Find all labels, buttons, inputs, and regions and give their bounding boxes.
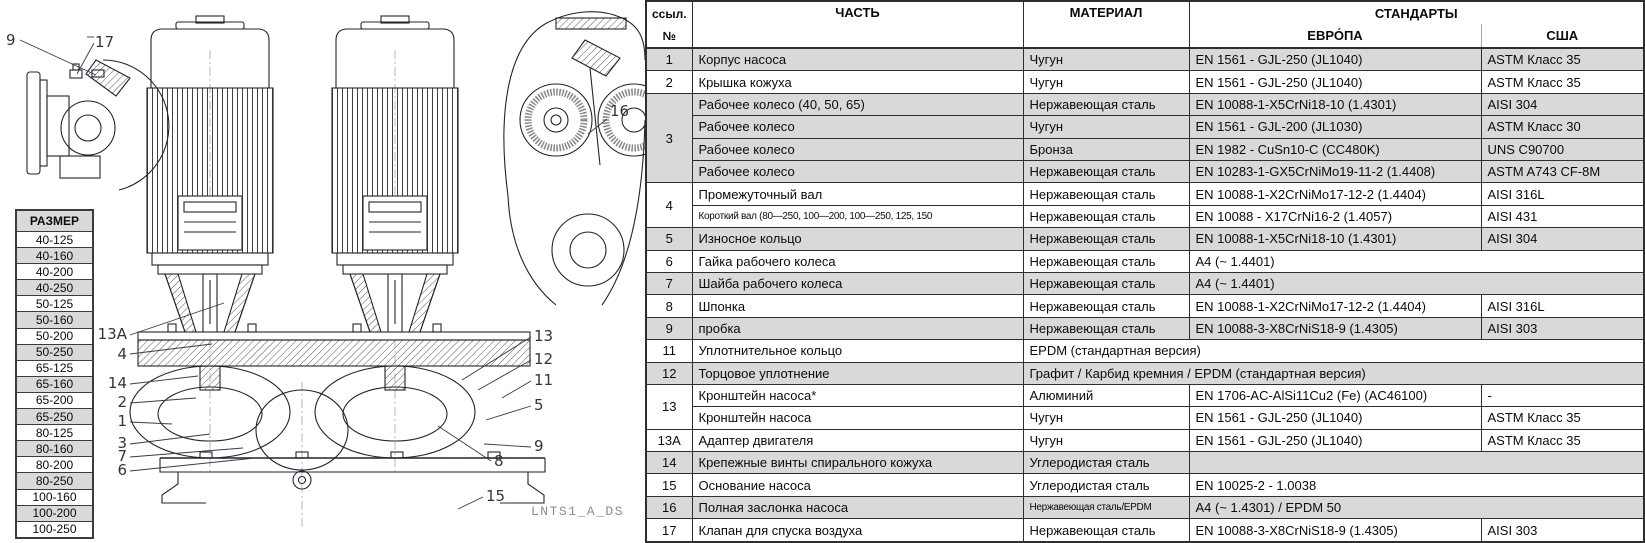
ref-cell: 2 [646,71,692,93]
parts-row [646,138,1644,160]
usa-cell: ASTM Класс 30 [1481,116,1644,138]
size-row [16,328,93,344]
europe-cell: EN 10088-1-X2CrNiMo17-12-2 (1.4404) [1189,295,1481,317]
callout-11: 11 [534,371,554,389]
europe-cell: EN 1982 - CuSn10-C (CC480K) [1189,138,1481,160]
ref-cell: 16 [646,496,692,518]
parts-row [646,116,1644,138]
europe-cell: EN 10025-2 - 1.0038 [1189,474,1644,496]
callout-13A: 13A [97,325,127,343]
parts-row [646,183,1644,205]
material-cell: Алюминий [1023,384,1189,406]
header-europe: ЕВРО́ПА [1189,24,1481,48]
size-row [16,360,93,376]
usa-cell: ASTM Класс 35 [1481,429,1644,451]
material-cell: EPDM (стандартная версия) [1023,340,1644,362]
parts-row [646,250,1644,272]
size-table [15,209,94,539]
parts-row [646,519,1644,542]
material-cell: Нержавеющая сталь [1023,519,1189,542]
europe-cell: EN 10088-1-X5CrNi18-10 (1.4301) [1189,228,1481,250]
part-cell: Рабочее колесо [692,116,1023,138]
size-cell: 80-250 [16,473,93,489]
ref-cell: 9 [646,317,692,339]
callout-7: 7 [117,447,127,465]
parts-row [646,362,1644,384]
size-row [16,264,93,280]
size-row [16,441,93,457]
material-cell: Нержавеющая сталь [1023,250,1189,272]
size-cell: 40-160 [16,248,93,264]
part-cell: Кронштейн насоса* [692,384,1023,406]
usa-cell: ASTM Класс 35 [1481,407,1644,429]
callout-9-inset: 9 [6,31,16,49]
part-cell: Гайка рабочего колеса [692,250,1023,272]
parts-row [646,317,1644,339]
material-cell: Нержавеющая сталь [1023,161,1189,183]
usa-cell: ASTM Класс 35 [1481,48,1644,71]
material-cell: Нержавеющая сталь/EPDM [1023,496,1189,518]
usa-cell: AISI 304 [1481,228,1644,250]
parts-table-body [646,48,1644,542]
part-cell: пробка [692,317,1023,339]
parts-row [646,407,1644,429]
europe-cell: EN 1706-AC-AlSi11Cu2 (Fe) (AC46100) [1189,384,1481,406]
usa-cell: ASTM Класс 35 [1481,71,1644,93]
callout-3: 3 [117,434,127,452]
callout-13: 13 [534,327,554,345]
size-row [16,232,93,248]
part-cell: Торцовое уплотнение [692,362,1023,384]
material-cell: Нержавеющая сталь [1023,317,1189,339]
motor-stool-left [165,274,255,338]
callout-4: 4 [117,345,127,363]
europe-cell: EN 1561 - GJL-250 (JL1040) [1189,429,1481,451]
part-cell: Шайба рабочего колеса [692,272,1023,294]
ref-cell: 5 [646,228,692,250]
size-cell: 65-160 [16,376,93,392]
part-cell: Рабочее колесо [692,161,1023,183]
part-cell: Короткий вал (80—250, 100—200, 100—250, 125, 150 [692,205,1023,227]
callout-labels [6,31,629,505]
header-ref-line2: № [662,28,676,43]
material-cell: Нержавеющая сталь [1023,205,1189,227]
parts-row [646,429,1644,451]
parts-row [646,161,1644,183]
ref-cell: 3 [646,93,692,183]
material-cell: Нержавеющая сталь [1023,272,1189,294]
material-cell: Нержавеющая сталь [1023,295,1189,317]
ref-cell: 1 [646,48,692,71]
size-cell: 65-200 [16,392,93,408]
callout-9: 9 [534,437,544,455]
ref-cell: 17 [646,519,692,542]
ref-cell: 13 [646,384,692,429]
part-cell: Промежуточный вал [692,183,1023,205]
size-row [16,409,93,425]
size-row [16,521,93,538]
europe-cell: A4 (~ 1.4401) [1189,250,1644,272]
callout-2: 2 [117,393,127,411]
material-cell: Бронза [1023,138,1189,160]
size-row [16,376,93,392]
material-cell: Углеродистая сталь [1023,474,1189,496]
ref-cell: 15 [646,474,692,496]
usa-cell: AISI 303 [1481,317,1644,339]
material-cell: Чугун [1023,407,1189,429]
size-cell: 65-250 [16,409,93,425]
europe-cell: EN 1561 - GJL-200 (JL1030) [1189,116,1481,138]
parts-row [646,272,1644,294]
size-row [16,473,93,489]
material-cell: Графит / Карбид кремния / EPDM (стандартная версия) [1023,362,1644,384]
part-cell: Уплотнительное кольцо [692,340,1023,362]
europe-cell: EN 10088-3-X8CrNiS18-9 (1.4305) [1189,519,1481,542]
material-cell: Нержавеющая сталь [1023,183,1189,205]
parts-row [646,384,1644,406]
usa-cell: - [1481,384,1644,406]
size-cell: 40-200 [16,264,93,280]
size-cell: 50-160 [16,312,93,328]
part-cell: Рабочее колесо [692,138,1023,160]
size-row [16,248,93,264]
callout-15: 15 [486,487,506,505]
material-cell: Углеродистая сталь [1023,452,1189,474]
pump-technical-drawing [0,0,645,543]
europe-cell: A4 (~ 1.4301) / EPDM 50 [1189,496,1644,518]
header-usa: США [1481,24,1644,48]
part-cell: Крепежные винты спирального кожуха [692,452,1023,474]
size-row [16,425,93,441]
size-row [16,505,93,521]
callout-1: 1 [117,412,127,430]
size-row [16,344,93,360]
size-table-body [16,232,93,538]
size-row [16,489,93,505]
parts-row [646,496,1644,518]
size-row [16,457,93,473]
material-cell: Чугун [1023,48,1189,71]
material-cell: Чугун [1023,71,1189,93]
parts-row [646,452,1644,474]
europe-cell: EN 1561 - GJL-250 (JL1040) [1189,407,1481,429]
part-cell: Износное кольцо [692,228,1023,250]
usa-cell: ASTM A743 CF-8M [1481,161,1644,183]
europe-cell: EN 10088-1-X2CrNiMo17-12-2 (1.4404) [1189,183,1481,205]
size-cell: 80-125 [16,425,93,441]
parts-row [646,295,1644,317]
callout-12: 12 [534,350,554,368]
part-cell: Корпус насоса [692,48,1023,71]
europe-cell: EN 1561 - GJL-250 (JL1040) [1189,71,1481,93]
size-row [16,280,93,296]
ref-cell: 7 [646,272,692,294]
header-material: МАТЕРИАЛ [1023,1,1189,48]
parts-table [645,0,1645,543]
size-cell: 80-200 [16,457,93,473]
europe-cell: A4 (~ 1.4401) [1189,272,1644,294]
parts-row [646,474,1644,496]
usa-cell: AISI 431 [1481,205,1644,227]
size-cell: 80-160 [16,441,93,457]
size-cell: 100-200 [16,505,93,521]
size-cell: 50-200 [16,328,93,344]
size-cell: 100-250 [16,521,93,538]
usa-cell: AISI 304 [1481,93,1644,115]
part-cell: Основание насоса [692,474,1023,496]
usa-cell: UNS C90700 [1481,138,1644,160]
size-row [16,392,93,408]
ref-cell: 6 [646,250,692,272]
size-table-header: РАЗМЕР [16,210,93,232]
usa-cell: AISI 316L [1481,183,1644,205]
header-ref-line1: ссыл. [651,6,687,21]
parts-row [646,340,1644,362]
usa-cell: AISI 303 [1481,519,1644,542]
europe-cell: EN 10088 - X17CrNi16-2 (1.4057) [1189,205,1481,227]
drawing-code-label: LNTS1_A_DS [531,504,625,519]
part-cell: Шпонка [692,295,1023,317]
parts-row [646,93,1644,115]
material-cell: Чугун [1023,429,1189,451]
parts-row [646,205,1644,227]
parts-row [646,228,1644,250]
callout-8: 8 [494,452,504,470]
europe-cell: EN 10088-1-X5CrNi18-10 (1.4301) [1189,93,1481,115]
header-standards: СТАНДАРТЫ [1189,1,1644,24]
inset-section-view [504,12,645,305]
parts-row [646,71,1644,93]
usa-cell: AISI 316L [1481,295,1644,317]
size-row [16,312,93,328]
part-cell: Адаптер двигателя [692,429,1023,451]
callout-5: 5 [534,396,544,414]
size-cell: 50-250 [16,344,93,360]
header-part: ЧАСТЬ [692,1,1023,48]
callout-17-inset: 17 [95,33,115,51]
motor-stool-right [350,274,440,338]
callout-16-section: 16 [610,102,630,120]
size-row [16,296,93,312]
header-ref [646,1,692,48]
material-cell: Чугун [1023,116,1189,138]
part-cell: Кронштейн насоса [692,407,1023,429]
callout-leaders [20,37,607,509]
part-cell: Крышка кожуха [692,71,1023,93]
part-cell: Клапан для спуска воздуха [692,519,1023,542]
ref-cell: 13A [646,429,692,451]
ref-cell: 11 [646,340,692,362]
size-cell: 40-125 [16,232,93,248]
size-cell: 40-250 [16,280,93,296]
size-cell: 65-125 [16,360,93,376]
part-cell: Рабочее колесо (40, 50, 65) [692,93,1023,115]
ref-cell: 14 [646,452,692,474]
europe-cell: EN 10088-3-X8CrNiS18-9 (1.4305) [1189,317,1481,339]
parts-row [646,48,1644,71]
ref-cell: 12 [646,362,692,384]
size-cell: 100-160 [16,489,93,505]
material-cell: Нержавеющая сталь [1023,228,1189,250]
part-cell: Полная заслонка насоса [692,496,1023,518]
callout-6: 6 [117,461,127,479]
europe-cell: EN 10283-1-GX5CrNiMo19-11-2 (1.4408) [1189,161,1481,183]
material-cell: Нержавеющая сталь [1023,93,1189,115]
ref-cell: 4 [646,183,692,228]
europe-cell: EN 1561 - GJL-250 (JL1040) [1189,48,1481,71]
ref-cell: 8 [646,295,692,317]
size-cell: 50-125 [16,296,93,312]
europe-cell [1189,452,1644,474]
callout-14: 14 [107,374,127,392]
